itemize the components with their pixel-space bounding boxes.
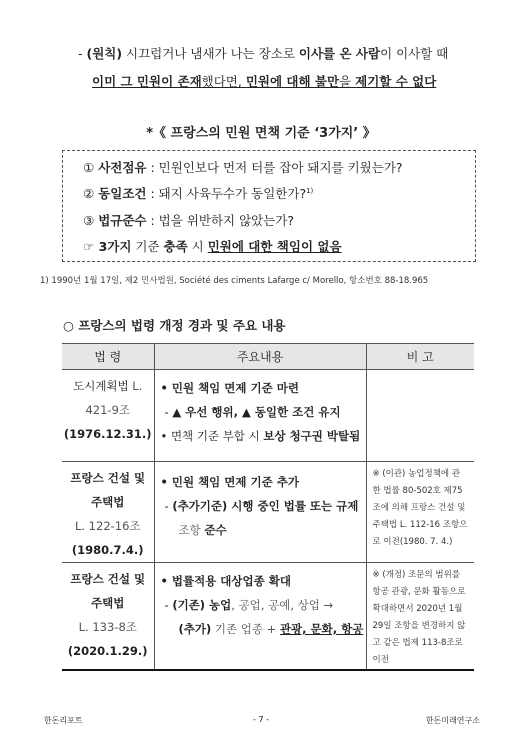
- intro-principle-label: (원칙): [86, 46, 123, 61]
- intro-text: 을: [339, 74, 356, 89]
- content-cell: [154, 462, 366, 563]
- criterion-item: [83, 158, 403, 176]
- bullet: •: [160, 429, 171, 443]
- criterion-desc: : 민원인보다 먼저 터를 잡아 돼지를 키웠는가?: [146, 160, 403, 175]
- law-name: 주택법: [91, 596, 125, 610]
- intro-emphasis: 이사를 온 사람: [298, 46, 381, 61]
- dash: -: [164, 598, 173, 612]
- law-name: 도시계획법: [73, 379, 129, 393]
- content-emphasis: 준수: [204, 523, 227, 537]
- section-title-text: 프랑스의 법령 개정 경과 및 주요 내용: [73, 318, 286, 333]
- content-emphasis: 관광, 문화, 항공: [279, 622, 364, 636]
- note-cell: ※ (이관) 농업정책에 관한 법률 80-502호 제75조에 의해 프랑스 건설 및 주택법 L. 112-16 조항으로 이전(1980. 7. 4.): [366, 462, 474, 563]
- criterion-desc: : 법을 위반하지 않았는가?: [146, 213, 295, 228]
- conclusion-text: 기준: [131, 239, 164, 254]
- table-row: [62, 370, 474, 462]
- footnote: 1) 1990년 1월 17일, 제2 민사법원, Société des ciments Lafarge c/ Morello, 항소번호 88-18.965: [40, 276, 429, 286]
- intro-emphasis: 이미 그 민원이 존재: [92, 74, 202, 89]
- conclusion-emphasis: 3가지: [94, 239, 132, 254]
- note-cell: [366, 370, 474, 462]
- law-article: 421-9조: [85, 403, 131, 417]
- criterion-name: 사전점유: [98, 160, 147, 175]
- dash: -: [164, 499, 173, 513]
- content-bullet: • 법률적용 대상업종 확대: [160, 574, 291, 588]
- table-row: [62, 462, 474, 563]
- content-subitem: [155, 593, 366, 617]
- law-name: 프랑스 건설 및: [70, 471, 146, 485]
- content-subitem: [155, 494, 366, 518]
- criteria-box: [62, 150, 476, 262]
- law-revision-table: [62, 343, 474, 671]
- content-cell: [154, 563, 366, 671]
- intro-text: 이 이사할 때: [380, 46, 449, 61]
- pointing-hand-icon: ☞: [83, 239, 95, 254]
- content-text: 조항: [178, 523, 205, 537]
- header-content: 주요내용: [154, 344, 366, 370]
- content-emphasis: (추가): [178, 622, 212, 636]
- table-row: [62, 563, 474, 671]
- criterion-number: ①: [83, 160, 95, 175]
- header-note: 비 고: [366, 344, 474, 370]
- law-name: 프랑스 건설 및: [70, 572, 146, 586]
- law-name: 주택법: [91, 495, 125, 509]
- intro-line-2: [92, 72, 436, 90]
- conclusion-emphasis: 충족: [163, 239, 188, 254]
- content-bullet: • 민원 책임 면제 기준 마련: [160, 381, 299, 395]
- law-article: L. 122-16조: [74, 519, 141, 533]
- dash: -: [164, 405, 173, 419]
- circle-bullet-icon: ○: [63, 318, 74, 333]
- content-text: , 공업, 공예, 상업 →: [231, 598, 334, 612]
- criteria-box-title: *《 프랑스의 민원 면책 기준 ‘3가지’ 》: [146, 126, 376, 141]
- law-article: L. 133-8조: [78, 620, 137, 634]
- table-header-row: [62, 344, 474, 370]
- content-emphasis: 보상 청구권 박탈: [263, 429, 350, 443]
- intro-text: 했다면,: [201, 74, 246, 89]
- criterion-number: ②: [83, 186, 95, 201]
- content-emphasis: (추가기준) 시행 중인 법률 또는 규제: [172, 499, 359, 513]
- criterion-desc: : 돼지 사육두수가 동일한가?: [146, 186, 307, 201]
- conclusion-emphasis: 민원에 대한 책임이 없음: [207, 239, 342, 254]
- intro-emphasis: 민원에 대해 불만: [245, 74, 340, 89]
- intro-dash: -: [78, 46, 87, 61]
- content-emphasis: 됨: [349, 429, 361, 443]
- content-emphasis: (기존) 농업: [172, 598, 232, 612]
- law-date: (1976.12.31.): [63, 427, 152, 441]
- page-number: - 7 -: [253, 715, 269, 724]
- content-emphasis: ▲ 우선 행위, ▲ 동일한 조건 유지: [172, 405, 341, 419]
- law-cell: [62, 563, 154, 671]
- content-subitem: [155, 518, 366, 542]
- criterion-item: [83, 184, 313, 202]
- criterion-number: ③: [83, 213, 95, 228]
- criteria-conclusion: [83, 237, 342, 255]
- content-subitem: [155, 617, 366, 641]
- content-cell: [154, 370, 366, 462]
- law-date: (1980.7.4.): [71, 543, 144, 557]
- section-title: [63, 316, 286, 334]
- law-article: L.: [128, 379, 143, 393]
- criterion-name: 동일조건: [98, 186, 147, 201]
- content-subitem: [155, 400, 366, 424]
- intro-line-1: [78, 44, 448, 62]
- footer-institute-name: 한돈미래연구소: [425, 716, 480, 725]
- content-text: 면책 기준 부합 시: [170, 429, 264, 443]
- law-cell: [62, 462, 154, 563]
- footer-report-name: 한돈리포트: [44, 716, 83, 725]
- intro-emphasis: 제기할 수 없다: [355, 74, 437, 89]
- law-cell: [62, 370, 154, 462]
- criterion-item: [83, 211, 294, 229]
- content-text: 기존 업종 +: [211, 622, 280, 636]
- note-cell: ※ (개정) 조문의 범위를 항공 관광, 문화 활동으로 확대하면서 2020년 1월 29일 조항을 변경하지 않고 같은 법제 113-8조로 이전: [366, 563, 474, 671]
- law-date: (2020.1.29.): [67, 644, 148, 658]
- content-bullet: • 민원 책임 면제 기준 추가: [160, 475, 299, 489]
- conclusion-text: 시: [187, 239, 208, 254]
- footnote-ref: 1): [306, 186, 314, 195]
- content-bullet: [155, 424, 366, 448]
- header-law: 법 령: [62, 344, 154, 370]
- criterion-name: 법규준수: [98, 213, 147, 228]
- intro-text: 시끄럽거나 냄새가 나는 장소로: [122, 46, 299, 61]
